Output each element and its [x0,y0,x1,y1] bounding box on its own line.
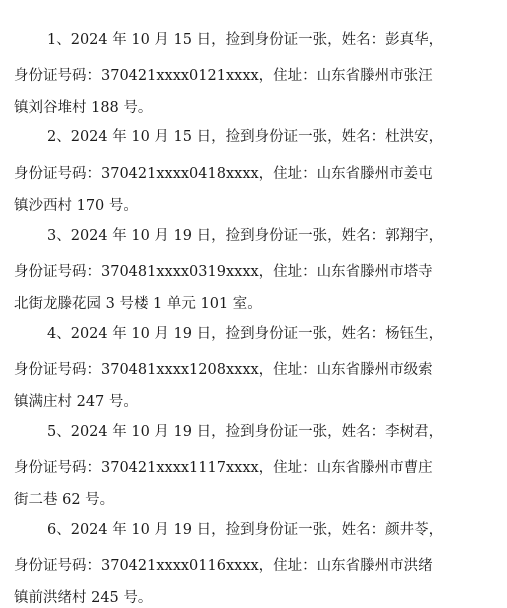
entry-2-heading: 2、2024 年 10 月 15 日，捡到身份证一张，姓名：杜洪安， [47,129,444,145]
entry-5-address-line: 街二巷 62 号。 [14,492,115,508]
entry-4-id-line: 身份证号码：370481xxxx1208xxxx，住址：山东省滕州市级索 [14,362,433,378]
entry-1-heading: 1、2024 年 10 月 15 日，捡到身份证一张，姓名：彭真华， [47,32,444,48]
entry-4-address-line: 镇满庄村 247 号。 [14,394,138,410]
entry-1-id-line: 身份证号码：370421xxxx0121xxxx，住址：山东省滕州市张汪 [14,68,433,84]
entry-6-heading: 6、2024 年 10 月 19 日，捡到身份证一张，姓名：颜井苓， [47,522,444,538]
entry-3-address-line: 北街龙滕花园 3 号楼 1 单元 101 室。 [14,296,262,312]
entry-3-heading: 3、2024 年 10 月 19 日，捡到身份证一张，姓名：郭翔宇， [47,228,444,244]
entry-6-address-line: 镇前洪绪村 245 号。 [14,590,153,606]
entry-5-heading: 5、2024 年 10 月 19 日，捡到身份证一张，姓名：李树君， [47,424,444,440]
entry-2-id-line: 身份证号码：370421xxxx0418xxxx，住址：山东省滕州市姜屯 [14,166,433,182]
entry-1-address-line: 镇刘谷堆村 188 号。 [14,100,153,116]
entry-6-id-line: 身份证号码：370421xxxx0116xxxx，住址：山东省滕州市洪绪 [14,558,433,574]
entry-3-id-line: 身份证号码：370481xxxx0319xxxx，住址：山东省滕州市塔寺 [14,264,433,280]
entry-2-address-line: 镇沙西村 170 号。 [14,198,138,214]
entry-5-id-line: 身份证号码：370421xxxx1117xxxx，住址：山东省滕州市曹庄 [14,460,433,476]
entry-4-heading: 4、2024 年 10 月 19 日，捡到身份证一张，姓名：杨钰生， [47,326,444,342]
